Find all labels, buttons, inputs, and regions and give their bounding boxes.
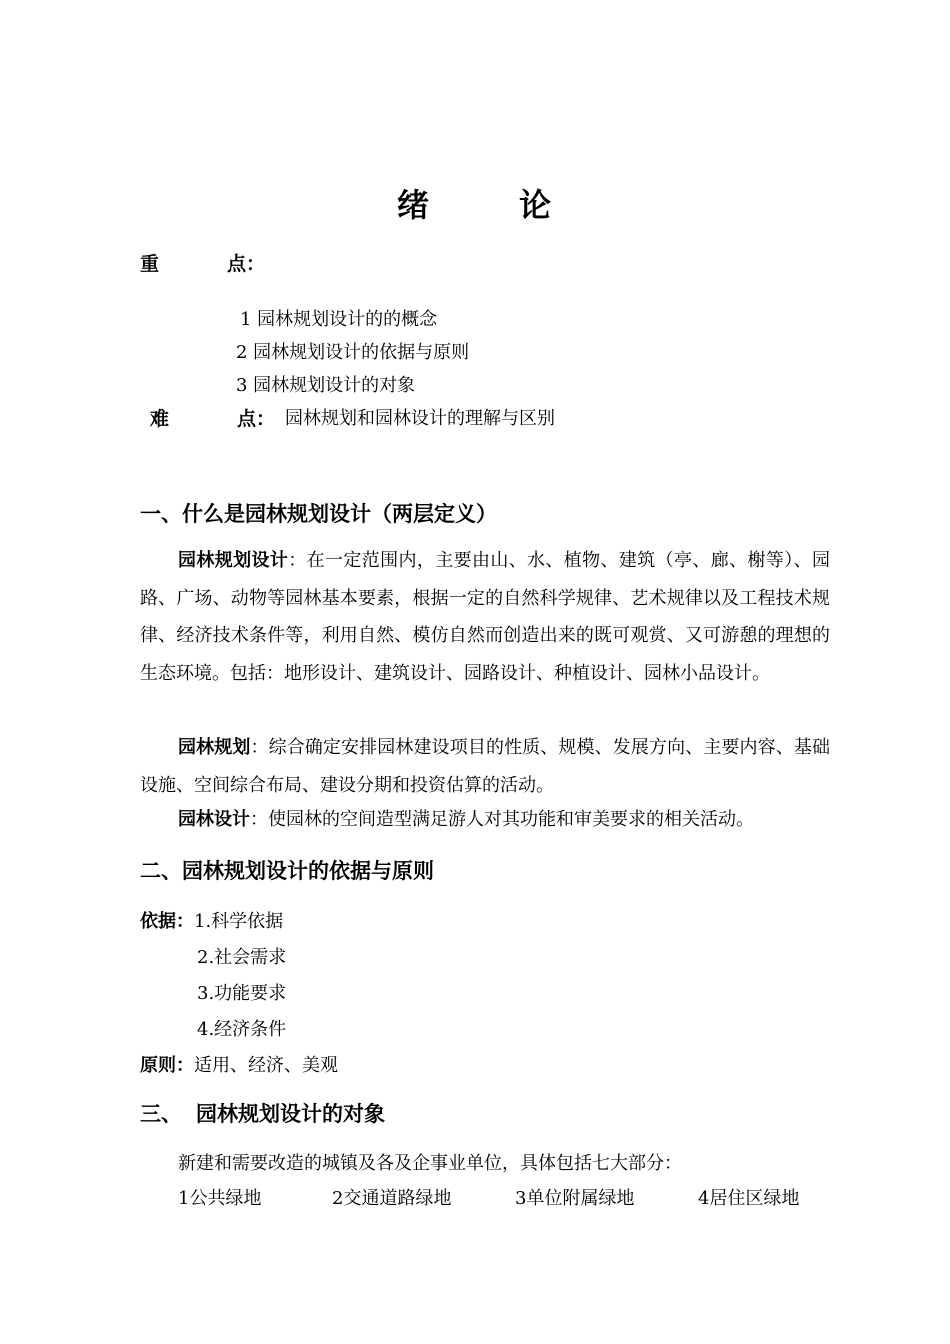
def2-term: 园林规划 [178, 737, 251, 758]
section3-heading-num: 三、 [140, 1102, 182, 1126]
part-1: 1公共绿地 [178, 1188, 262, 1209]
definition-garden-design [140, 801, 830, 839]
key-point-1: 1 园林规划设计的的概念 [240, 309, 438, 330]
part-3: 3单位附属绿地 [515, 1188, 635, 1209]
difficult-points-label-a: 难 [150, 408, 170, 430]
principle-row [140, 1051, 338, 1077]
def1-text: ：在一定范围内，主要由山、水、植物、建筑（亭、廊、榭等）、园路、广场、动物等园林基本要素，根据一定的自然科学规律、艺术规律以及工程技术规律、经济技术条件等，利用自然、模仿自然而创造出来的既可观赏、又可游憩的理想的生态环境。包括：地形设计、建筑设计、园路设计、种植设计、园林小品设计。 [140, 550, 831, 684]
difficult-points-text: 园林规划和园林设计的理解与区别 [285, 408, 555, 429]
title-char-1: 绪 [396, 186, 431, 224]
basis-item-2: 2.社会需求 [197, 947, 287, 968]
section3-heading-text: 园林规划设计的对象 [196, 1102, 385, 1126]
key-points-label-b: 点： [227, 253, 266, 275]
def3-text: ：使园林的空间造型满足游人对其功能和审美要求的相关活动。 [250, 809, 754, 830]
page-title [0, 180, 950, 226]
key-points-label-a: 重 [140, 253, 160, 275]
definition-garden-planning [140, 729, 830, 804]
def3-term: 园林设计 [178, 809, 250, 830]
section3-intro: 新建和需要改造的城镇及各及企事业单位，具体包括七大部分： [178, 1153, 682, 1174]
basis-row [140, 907, 283, 933]
part-4: 4居住区绿地 [698, 1188, 800, 1209]
principle-text: 适用、经济、美观 [194, 1055, 338, 1076]
basis-item-4: 4.经济条件 [197, 1019, 287, 1040]
key-point-3: 3 园林规划设计的对象 [236, 375, 416, 396]
basis-item-3: 3.功能要求 [197, 983, 287, 1004]
section2-heading: 二、园林规划设计的依据与原则 [140, 859, 434, 883]
definition-garden-planning-design [140, 542, 830, 692]
def2-text: ：综合确定安排园林建设项目的性质、规模、发展方向、主要内容、基础设施、空间综合布局、建设分期和投资估算的活动。 [140, 737, 831, 796]
difficult-points-label-b: 点： [237, 408, 276, 430]
def1-term: 园林规划设计 [178, 550, 289, 571]
title-char-2: 论 [519, 186, 554, 224]
key-point-2: 2 园林规划设计的依据与原则 [236, 342, 470, 363]
principle-label: 原则： [140, 1055, 194, 1076]
section3-heading [140, 1098, 385, 1128]
part-2: 2交通道路绿地 [332, 1188, 452, 1209]
section1-heading: 一、什么是园林规划设计（两层定义） [140, 502, 497, 526]
basis-label: 依据： [140, 911, 194, 932]
basis-item-1: 1.科学依据 [194, 911, 284, 932]
